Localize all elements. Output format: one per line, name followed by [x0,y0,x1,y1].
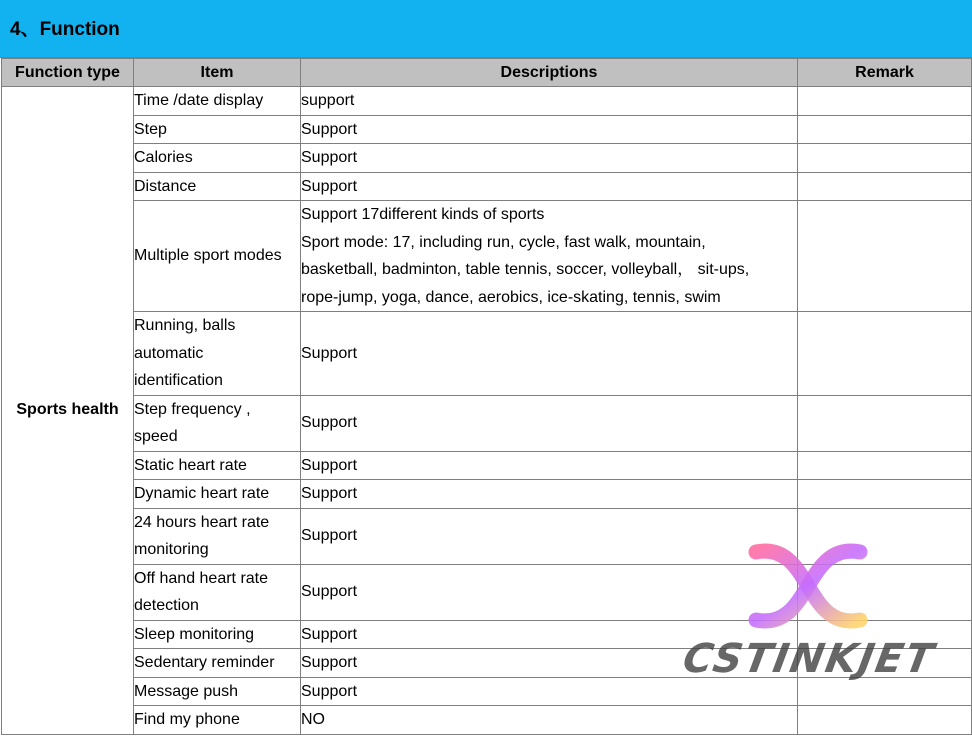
table-row [2,677,972,706]
item-text: monitoring [134,541,209,558]
table-row [2,144,972,173]
item-cell [134,706,301,735]
description-text: support [301,92,355,109]
item-text: Find my phone [134,711,240,728]
description-text: NO [301,711,325,728]
item-cell [134,144,301,173]
description-cell [301,87,798,116]
item-text: Sleep monitoring [134,625,255,643]
description-text: basketball, badminton, table tennis, soccer, volleyball， sit-ups, [301,261,750,278]
table-row [2,87,972,116]
description-cell [301,201,798,312]
item-text: Running, balls [134,317,236,334]
table-row [2,564,972,620]
description-text: Support [301,654,358,671]
item-text: 24 hours heart rate [134,513,270,531]
item-cell [134,480,301,509]
description-text: Support [301,120,358,138]
item-text: Static heart rate [134,456,247,474]
item-text: Time /date display [134,92,264,109]
item-text: Step frequency , [134,400,251,418]
description-cell [301,172,798,201]
table-row [2,395,972,451]
description-text: Support [301,456,358,474]
item-text: automatic [134,344,204,362]
description-text: Support [301,625,358,643]
section-title: 4、Function [10,19,120,40]
section-banner [0,0,972,58]
description-text: rope-jump, yoga, dance, aerobics, ice-skating, tennis, swim [301,288,721,306]
table-row [2,649,972,678]
remark-cell [798,451,972,480]
item-text: Message push [134,682,239,700]
item-text: Off hand heart rate [134,569,269,587]
remark-cell [798,172,972,201]
function-type-cell: Sports health [2,87,134,735]
remark-cell [798,87,972,116]
remark-cell [798,395,972,451]
item-cell [134,508,301,564]
item-text: Sedentary reminder [134,654,275,671]
item-text: Step [134,120,167,138]
description-text: Support [301,485,358,502]
table-row [2,312,972,396]
description-cell [301,677,798,706]
table-row [2,172,972,201]
remark-cell [798,201,972,312]
item-cell [134,564,301,620]
remark-cell [798,620,972,649]
description-cell [301,480,798,509]
remark-cell [798,480,972,509]
description-text: Support [301,414,358,432]
table-row [2,451,972,480]
remark-cell [798,649,972,678]
table-row [2,620,972,649]
item-text: Dynamic heart rate [134,485,270,502]
item-text: Distance [134,177,197,195]
remark-cell [798,508,972,564]
description-text: Support [301,177,358,195]
watermark-text: CSTINKJET [679,636,939,682]
remark-cell [798,312,972,396]
remark-cell [798,677,972,706]
table-body [2,87,972,735]
description-text: Support [301,527,358,545]
description-cell [301,312,798,396]
description-cell [301,620,798,649]
item-cell [134,312,301,396]
description-cell [301,706,798,735]
description-cell [301,649,798,678]
item-cell [134,620,301,649]
description-text: Support [301,149,358,166]
table-row [2,706,972,735]
item-text: detection [134,597,199,614]
item-cell [134,201,301,312]
remark-cell [798,144,972,173]
description-cell [301,115,798,144]
header-function-type: Function type [2,59,134,87]
description-text: Support [301,682,358,700]
item-cell [134,451,301,480]
item-text: Multiple sport modes [134,247,282,265]
item-cell [134,649,301,678]
table-row [2,508,972,564]
item-text: speed [134,428,178,445]
header-remark: Remark [798,59,972,87]
description-text: Support [301,344,358,362]
remark-cell [798,564,972,620]
description-text: Support [301,583,358,601]
table-row [2,201,972,312]
item-text: identification [134,372,223,389]
remark-cell [798,706,972,735]
remark-cell [798,115,972,144]
description-text: Support 17different kinds of sports [301,206,545,223]
item-cell [134,395,301,451]
description-cell [301,564,798,620]
item-text: Calories [134,149,193,166]
table-header-row [2,59,972,87]
table-row [2,480,972,509]
function-table [1,58,972,735]
description-cell [301,508,798,564]
description-cell [301,395,798,451]
item-cell [134,172,301,201]
item-cell [134,115,301,144]
header-descriptions: Descriptions [301,59,798,87]
description-cell [301,144,798,173]
description-text: Sport mode: 17, including run, cycle, fast walk, mountain, [301,233,706,251]
item-cell [134,677,301,706]
header-item: Item [134,59,301,87]
item-cell [134,87,301,116]
description-cell [301,451,798,480]
table-row [2,115,972,144]
